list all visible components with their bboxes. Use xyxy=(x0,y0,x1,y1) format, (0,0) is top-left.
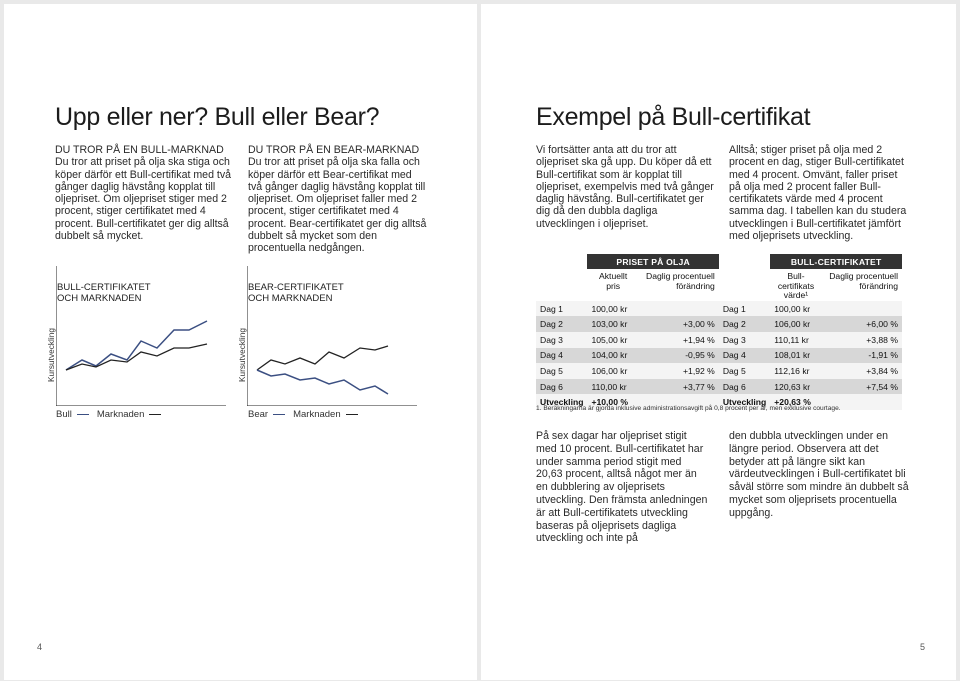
table-row xyxy=(536,379,902,395)
cell-value: 100,00 kr xyxy=(770,301,821,317)
legend-market-swatch xyxy=(346,414,358,415)
intro-right: Alltså; stiger priset på olja med 2 procent en dag, stiger Bull-certifikatet med 4 procent. Omvänt, faller priset på olja med 2 procent faller Bull-certifikatets värde med 4 procent samma dag. I tabellen kan du studera utvecklingen i Bull-certifikatet jämfört med oljeprisets utveckling. xyxy=(729,144,907,243)
table-head-bull: BULL-CERTIFIKATET xyxy=(770,254,902,269)
cell-price: 100,00 kr xyxy=(587,301,638,317)
table-sub-price: Aktuellt pris xyxy=(587,269,638,301)
cell-price: 106,00 kr xyxy=(587,363,638,379)
legend-market-label: Marknaden xyxy=(96,409,145,420)
bear-line xyxy=(257,370,388,394)
cell-day: Dag 1 xyxy=(719,301,770,317)
legend-bull-label: Bull xyxy=(56,409,72,420)
cell-day: Dag 2 xyxy=(536,316,587,332)
body-right: den dubbla utvecklingen under en längre period. Observera att det betyder att på längre sikt kan värdeutvecklingen i Bull-certifikatet bli såväl större som mindre än dubbelt så mycket som oljeprisets procentuella uppgång. xyxy=(729,430,909,519)
page-title: Upp eller ner? Bull eller Bear? xyxy=(55,103,380,131)
cell-day: Dag 1 xyxy=(536,301,587,317)
legend-market-swatch xyxy=(149,414,161,415)
cell-change: -0,95 % xyxy=(639,348,719,364)
cell-value: 108,01 kr xyxy=(770,348,821,364)
cell-price: 104,00 kr xyxy=(587,348,638,364)
page-number: 4 xyxy=(37,642,43,652)
bear-chart xyxy=(247,266,417,406)
cell-change: +3,88 % xyxy=(822,332,902,348)
left-page xyxy=(4,4,477,680)
cell-change: -1,91 % xyxy=(822,348,902,364)
legend-bear-label: Bear xyxy=(248,409,269,420)
bear-chart-ylabel: Kursutveckling xyxy=(237,328,247,382)
cell-change: +3,84 % xyxy=(822,363,902,379)
cell-change xyxy=(822,301,902,317)
cell-change: +3,77 % xyxy=(639,379,719,395)
cell-day: Dag 2 xyxy=(719,316,770,332)
bear-market-column xyxy=(248,144,428,255)
cell-change: +6,00 % xyxy=(822,316,902,332)
bull-market-heading: DU TROR PÅ EN BULL-MARKNAD xyxy=(55,144,224,156)
total-label: Utveckling xyxy=(719,394,770,410)
legend-bear-swatch xyxy=(273,414,285,415)
cell-value: 110,11 kr xyxy=(770,332,821,348)
legend-market-label: Marknaden xyxy=(293,409,341,420)
intro-left: Vi fortsätter anta att du tror att oljepriset ska gå upp. Du köper då ett Bull-certifikat som är kopplat till oljepriset, exempelvis med två gånger daglig hävstång. Bull-certifikatet ger dig då den dubbla dagliga utvecklingen i oljepriset. xyxy=(536,144,714,230)
bull-line xyxy=(66,321,207,370)
bear-market-heading: DU TROR PÅ EN BEAR-MARKNAD xyxy=(248,144,420,156)
data-table xyxy=(536,254,902,410)
cell-value: 106,00 kr xyxy=(770,316,821,332)
bear-chart-title-line1: BEAR-CERTIFIKATET xyxy=(248,282,344,293)
footnote: 1. Beräkningarna är gjorda inklusive administrationsavgift på 0,8 procent per år, men exklusive courtage. xyxy=(536,405,841,412)
cell-day: Dag 3 xyxy=(536,332,587,348)
table-row xyxy=(536,332,902,348)
table-row xyxy=(536,301,902,317)
bear-chart-legend xyxy=(248,409,366,420)
cell-day: Dag 6 xyxy=(536,379,587,395)
cell-change: +3,00 % xyxy=(639,316,719,332)
table-head-oil: PRISET PÅ OLJA xyxy=(587,254,718,269)
table-sub-change: Daglig procentuell förändring xyxy=(639,269,719,301)
bull-market-text: Du tror att priset på olja ska stiga och köper därför ett Bull-certifikat med två gånger daglig hävstång kopplat till oljepriset. Om oljepriset stiger med 2 procent, stiger certifikatet med 4 procent. Bull-certifikatet ger dig alltså dubbelt så mycket. xyxy=(55,156,232,243)
cell-day: Dag 6 xyxy=(719,379,770,395)
bull-chart-ylabel: Kursutveckling xyxy=(46,328,56,382)
body-left: På sex dagar har oljepriset stigit med 10 procent. Bull-certifikatet har under samma period stigit med 20,63 procent, alltså något mer än en dubblering av oljeprisets utveckling. Den främsta anledningen är att Bull-certifikatets utveckling baseras på oljeprisets dagliga utveckling och inte på xyxy=(536,430,708,545)
bull-chart xyxy=(56,266,226,406)
table-sub-change2: Daglig procentuell förändring xyxy=(822,269,902,301)
cell-day: Dag 4 xyxy=(536,348,587,364)
table-sub-value: Bull-certifikats värde¹ xyxy=(770,269,821,301)
cell-change: +7,54 % xyxy=(822,379,902,395)
cell-price: 103,00 kr xyxy=(587,316,638,332)
total-oil: +10,00 % xyxy=(587,394,638,410)
bull-chart-title-line1: BULL-CERTIFIKATET xyxy=(57,282,151,293)
cell-change: +1,94 % xyxy=(639,332,719,348)
bull-chart-title-line2: OCH MARKNADEN xyxy=(57,293,142,304)
cell-change xyxy=(639,301,719,317)
page-number: 5 xyxy=(920,642,926,652)
page-title: Exempel på Bull-certifikat xyxy=(536,103,811,131)
bull-chart-legend xyxy=(56,409,169,420)
cell-day: Dag 3 xyxy=(719,332,770,348)
cell-price: 110,00 kr xyxy=(587,379,638,395)
table-row xyxy=(536,363,902,379)
bear-market-text: Du tror att priset på olja ska falla och köper därför ett Bear-certifikat med två gånger daglig hävstång kopplat till oljepriset. Om oljepriset faller med 2 procent, stiger certifikatet med 4 procent. Bear-certifikatet ger dig alltså dubbelt så mycket som den procentuella nedgången. xyxy=(248,156,427,255)
bull-market-column xyxy=(55,144,235,242)
cell-value: 112,16 kr xyxy=(770,363,821,379)
cell-day: Dag 5 xyxy=(719,363,770,379)
right-page xyxy=(481,4,956,680)
table-row xyxy=(536,348,902,364)
bear-chart-title-line2: OCH MARKNADEN xyxy=(248,293,333,304)
cell-day: Dag 4 xyxy=(719,348,770,364)
cell-value: 120,63 kr xyxy=(770,379,821,395)
cell-day: Dag 5 xyxy=(536,363,587,379)
total-bull: +20,63 % xyxy=(770,394,821,410)
cell-change: +1,92 % xyxy=(639,363,719,379)
cell-price: 105,00 kr xyxy=(587,332,638,348)
legend-bull-swatch xyxy=(77,414,89,415)
total-label: Utveckling xyxy=(536,394,587,410)
bear-market-line xyxy=(257,346,388,370)
table-row xyxy=(536,316,902,332)
